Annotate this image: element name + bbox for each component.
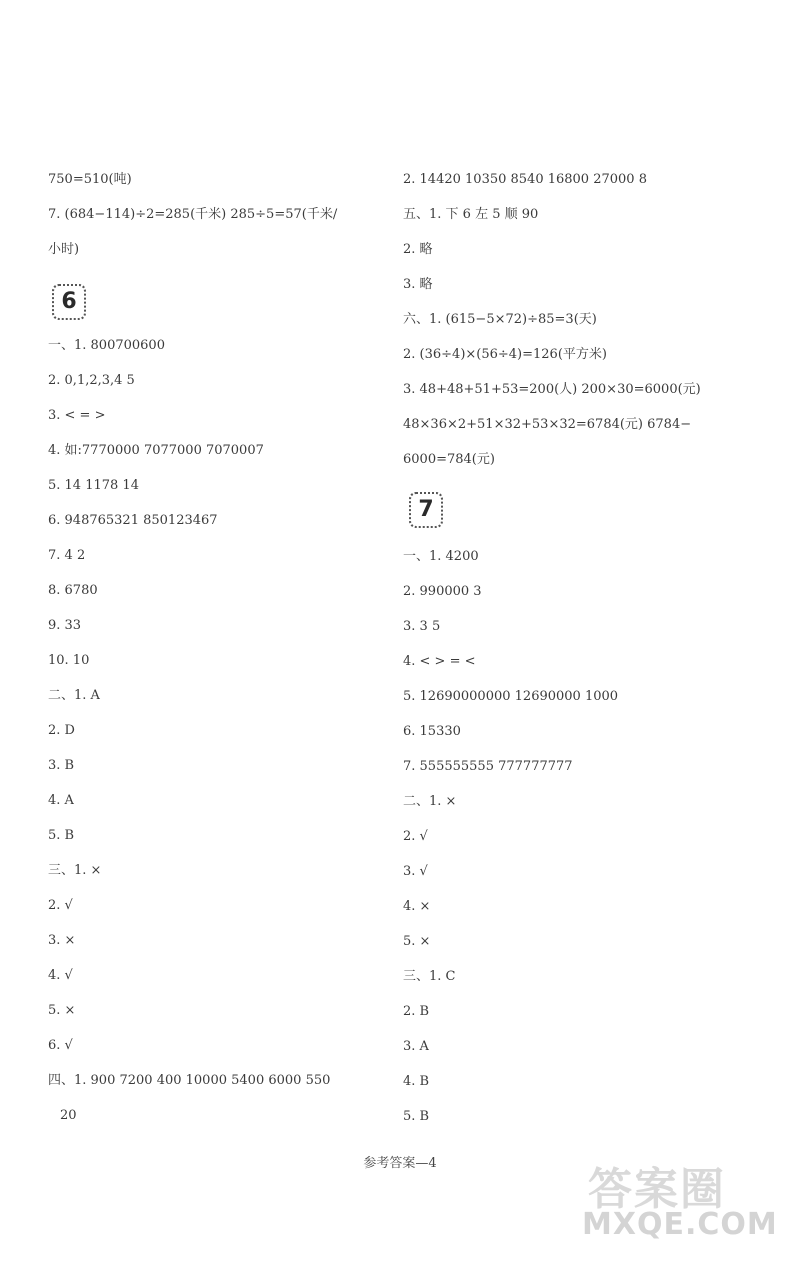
answer-line: 一、1. 800700600: [48, 338, 165, 353]
answer-line: 7. (684−114)÷2=285(千米) 285÷5=57(千米/: [48, 207, 338, 222]
answer-line: 3. < = >: [48, 408, 106, 423]
answer-line: 5. B: [48, 828, 75, 843]
answer-line: 8. 6780: [48, 583, 98, 598]
answer-line: 9. 33: [48, 618, 82, 633]
answer-line: 4. B: [403, 1074, 430, 1089]
answer-line: 2. 略: [403, 242, 433, 257]
answer-line: 四、1. 900 7200 400 10000 5400 6000 550: [48, 1073, 331, 1088]
answer-line: 2. 990000 3: [403, 584, 482, 599]
answer-line: 2. D: [48, 723, 75, 738]
answer-line: 3. 3 5: [403, 619, 441, 634]
answer-line: 2. √: [403, 829, 428, 844]
answer-line: 5. 12690000000 12690000 1000: [403, 689, 619, 704]
answer-line: 4. A: [48, 793, 74, 808]
answer-line: 小时): [48, 242, 80, 257]
answer-line: 4. 如:7770000 7077000 7070007: [48, 443, 264, 458]
answer-line: 6. 15330: [403, 724, 461, 739]
answer-line: 6000=784(元): [403, 452, 495, 467]
answer-line: 6. √: [48, 1038, 73, 1053]
answer-line: 六、1. (615−5×72)÷85=3(天): [403, 312, 597, 327]
answer-line: 5. B: [403, 1109, 430, 1124]
answer-line: 5. ×: [48, 1003, 76, 1018]
answer-line: 2. 0,1,2,3,4 5: [48, 373, 135, 388]
answer-line: 10. 10: [48, 653, 90, 668]
answer-line: 3. 略: [403, 277, 433, 292]
watermark-url: MXQE.COM: [582, 1207, 778, 1242]
answer-line: 二、1. A: [48, 688, 100, 703]
answer-line: 三、1. ×: [48, 863, 102, 878]
answer-line: 750=510(吨): [48, 172, 132, 187]
answer-line: 2. √: [48, 898, 73, 913]
answer-line: 一、1. 4200: [403, 549, 479, 564]
answer-line: 4. < > = <: [403, 654, 476, 669]
answer-line: 二、1. ×: [403, 794, 457, 809]
section-7-badge: 7: [409, 492, 443, 528]
answer-line: 5. ×: [403, 934, 431, 949]
answer-line: 6. 948765321 850123467: [48, 513, 218, 528]
answer-line: 3. 48+48+51+53=200(人) 200×30=6000(元): [403, 382, 701, 397]
answer-line: 3. A: [403, 1039, 429, 1054]
watermark-logo: [580, 1149, 780, 1249]
watermark-chars: 答案圈: [588, 1164, 726, 1215]
answer-line: 7. 555555555 777777777: [403, 759, 573, 774]
answer-line: 3. B: [48, 758, 75, 773]
answer-line: 2. (36÷4)×(56÷4)=126(平方米): [403, 347, 607, 362]
answer-line: 3. ×: [48, 933, 76, 948]
answer-line: 5. 14 1178 14: [48, 478, 139, 493]
page-footer: 参考答案—4: [363, 1156, 437, 1171]
answer-line: 3. √: [403, 864, 428, 879]
answer-line: 7. 4 2: [48, 548, 86, 563]
answer-line: 4. √: [48, 968, 73, 983]
answer-line: 三、1. C: [403, 969, 456, 984]
answer-line: 2. 14420 10350 8540 16800 27000 8: [403, 172, 647, 187]
answer-line: 48×36×2+51×32+53×32=6784(元) 6784−: [403, 417, 692, 432]
section-6-badge: 6: [52, 284, 86, 320]
answer-line: 2. B: [403, 1004, 430, 1019]
answer-line: 20: [60, 1108, 77, 1123]
answer-line: 五、1. 下 6 左 5 顺 90: [403, 207, 539, 222]
answer-line: 4. ×: [403, 899, 431, 914]
